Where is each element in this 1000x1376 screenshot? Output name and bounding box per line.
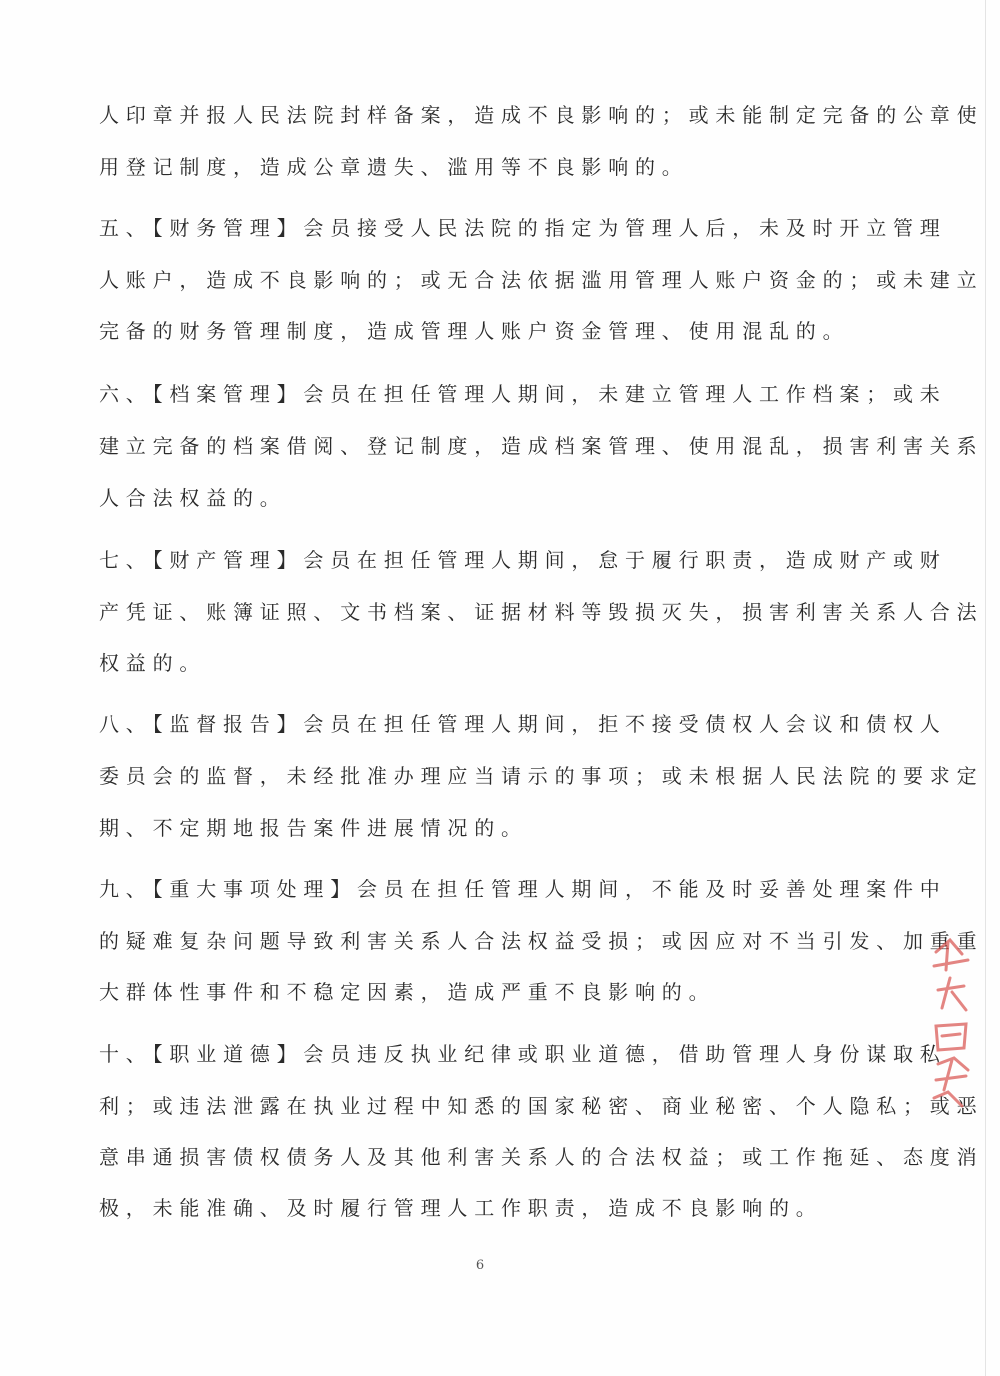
body-line: 产凭证、账簿证照、文书档案、证据材料等毁损灭失，损害利害关系人合法 <box>99 600 984 624</box>
body-line: 期、不定期地报告案件进展情况的。 <box>99 816 528 840</box>
page-number: 6 <box>475 1258 485 1273</box>
section-10-heading-line: 十、【职业道德】会员违反执业纪律或职业道德，借助管理人身份谋取私 <box>99 1042 947 1066</box>
body-line: 意串通损害债权债务人及其他利害关系人的合法权益；或工作拖延、态度消 <box>99 1145 984 1169</box>
seal-stamp-fragment <box>928 930 976 1110</box>
body-line: 委员会的监督，未经批准办理应当请示的事项；或未根据人民法院的要求定 <box>99 764 984 788</box>
body-line: 权益的。 <box>99 651 207 675</box>
body-line: 极，未能准确、及时履行管理人工作职责，造成不良影响的。 <box>99 1196 823 1220</box>
body-line: 完备的财务管理制度，造成管理人账户资金管理、使用混乱的。 <box>99 319 850 343</box>
body-line: 大群体性事件和不稳定因素，造成严重不良影响的。 <box>99 980 716 1004</box>
body-line: 利；或违法泄露在执业过程中知悉的国家秘密、商业秘密、个人隐私；或恶 <box>99 1094 984 1118</box>
body-line: 人印章并报人民法院封样备案，造成不良影响的；或未能制定完备的公章使 <box>99 103 984 127</box>
section-6-heading-line: 六、【档案管理】会员在担任管理人期间，未建立管理人工作档案；或未 <box>99 382 947 406</box>
section-5-heading-line: 五、【财务管理】会员接受人民法院的指定为管理人后，未及时开立管理 <box>99 216 947 240</box>
body-line: 人合法权益的。 <box>99 486 287 510</box>
body-line: 人账户，造成不良影响的；或无合法依据滥用管理人账户资金的；或未建立 <box>99 268 984 292</box>
body-line: 的疑难复杂问题导致利害关系人合法权益受损；或因应对不当引发、加重重 <box>99 929 984 953</box>
body-line: 建立完备的档案借阅、登记制度，造成档案管理、使用混乱，损害利害关系 <box>99 434 984 458</box>
body-line: 用登记制度，造成公章遗失、滥用等不良影响的。 <box>99 155 689 179</box>
scan-edge-divider <box>985 0 986 1376</box>
section-9-heading-line: 九、【重大事项处理】会员在担任管理人期间，不能及时妥善处理案件中 <box>99 877 947 901</box>
section-7-heading-line: 七、【财产管理】会员在担任管理人期间，怠于履行职责，造成财产或财 <box>99 548 947 572</box>
section-8-heading-line: 八、【监督报告】会员在担任管理人期间，拒不接受债权人会议和债权人 <box>99 712 947 736</box>
